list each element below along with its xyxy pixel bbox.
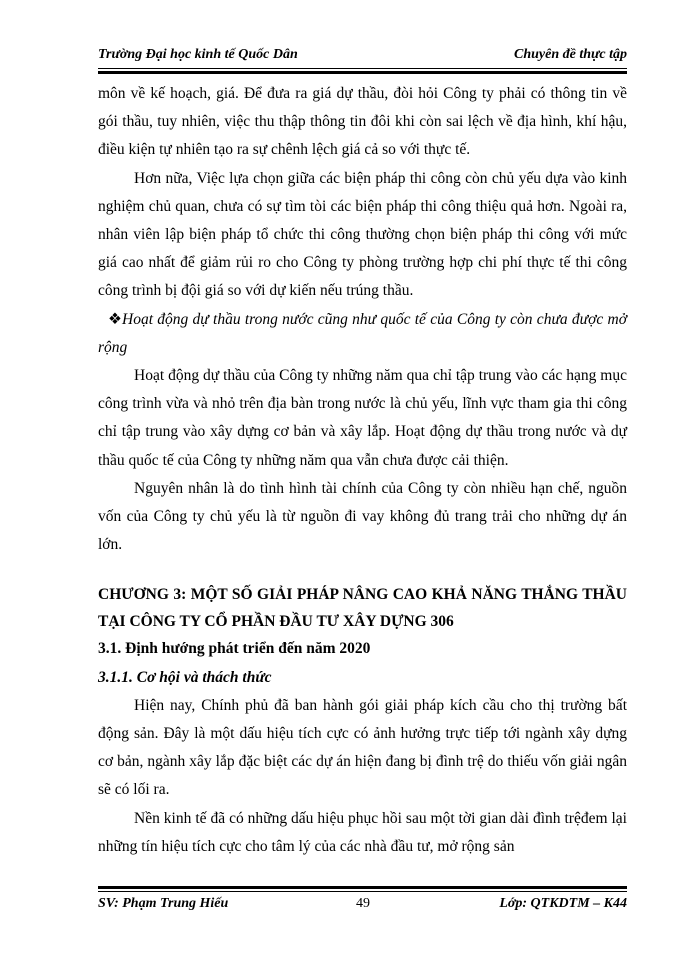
paragraph-construction-methods: Hơn nữa, Việc lựa chọn giữa các biện pháp thi công còn chủ yếu dựa vào kinh nghiệm chủ quan, chưa có sự tìm tòi các biện pháp thi công thiệu quả hơn. Ngoài ra, nhân viên lập biện pháp tổ chức thi công thường chọn biện pháp thi công với mức giá cao nhất để giảm rủi ro cho Công ty phòng trường hợp chi phí thực tế thi công công trình bị đội giá so với dự kiến nếu trúng thầu. xyxy=(98,169,627,300)
paragraph-bidding-activity: Hoạt động dự thầu của Công ty những năm qua chỉ tập trung vào các hạng mục công trình vừa và nhỏ trên địa bàn trong nước là chủ yếu, lĩnh vực tham gia thi công chỉ tập trung vào xây dựng cơ bản và xây lắp. Hoạt động dự thầu trong nước và dự thầu quốc tế của Công ty những năm qua vẫn chưa được cải thiện. xyxy=(98,367,627,469)
bullet-heading xyxy=(98,306,627,362)
page-number: 49 xyxy=(356,896,370,911)
subsection-heading: 3.1.1. Cơ hội và thách thức xyxy=(98,668,272,686)
chapter-title: CHƯƠNG 3: MỘT SỐ GIẢI PHÁP NÂNG CAO KHẢ NĂNG THẮNG THẦU TẠI CÔNG TY CỔ PHẦN ĐẦU TƯ XÂY DỰNG 306 xyxy=(98,586,627,631)
header-rule-thick xyxy=(98,71,627,74)
footer-rule-thin xyxy=(98,891,627,892)
diamond-bullet-icon: ❖ xyxy=(108,310,122,328)
page-body xyxy=(98,80,627,861)
bullet-heading-text: Hoạt động dự thầu trong nước cũng như quốc tế của Công ty còn chưa được mở rộng xyxy=(98,310,627,356)
header-university: Trường Đại học kinh tế Quốc Dân xyxy=(98,47,298,62)
paragraph-recovery: Nền kinh tế đã có những dấu hiệu phục hồi sau một tời gian dài đình trệđem lại những tín hiệu tích cực cho tâm lý của các nhà đầu tư, mở rộng sản xyxy=(98,809,627,855)
footer-class: Lớp: QTKDTM – K44 xyxy=(499,896,627,911)
paragraph-continuation: môn về kế hoạch, giá. Để đưa ra giá dự thầu, đòi hỏi Công ty phải có thông tin về gói thầu, tuy nhiên, việc thu thập thông tin đôi khi còn sai lệch về địa hình, khí hậu, điều kiện tự nhiên tạo ra sự chênh lệch giá cả so với thực tế. xyxy=(98,85,627,159)
header-doc-type: Chuyên đề thực tập xyxy=(513,47,627,62)
footer-student: SV: Phạm Trung Hiếu xyxy=(98,896,229,911)
section-heading: 3.1. Định hướng phát triển đến năm 2020 xyxy=(98,640,371,658)
paragraph-stimulus: Hiện nay, Chính phủ đã ban hành gói giải pháp kích cầu cho thị trường bất động sản. Đây là một dấu hiệu tích cực có ảnh hưởng trực tiếp tới ngành xây dựng cơ bản, ngành xây lắp đặc biệt các dự án hiện đang bị đình trệ do thiếu vốn giải ngân sẽ có lối ra. xyxy=(98,696,627,799)
footer-rule-thick xyxy=(98,886,627,889)
header-rule-thin xyxy=(98,68,627,69)
paragraph-cause: Nguyên nhân là do tình hình tài chính của Công ty còn nhiều hạn chế, nguồn vốn của Công ty chủ yếu là từ nguồn đi vay không đủ trang trải cho những dự án lớn. xyxy=(98,479,627,554)
